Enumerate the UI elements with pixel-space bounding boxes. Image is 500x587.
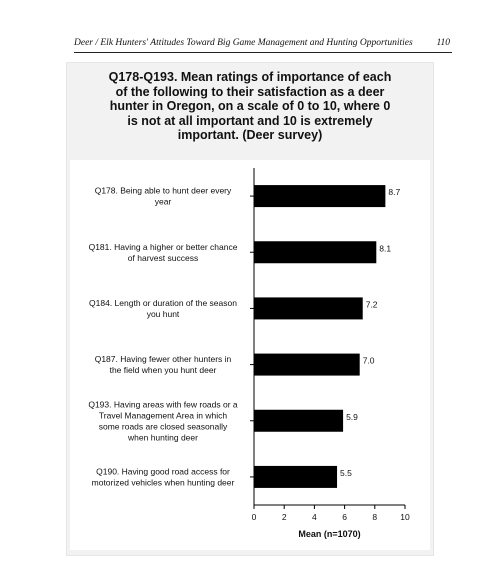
chart-title-line: hunter in Oregon, on a scale of 0 to 10, where 0 bbox=[109, 99, 391, 113]
category-label: Q184. Length or duration of the season bbox=[89, 297, 237, 308]
bar bbox=[254, 354, 360, 376]
data-label: 7.0 bbox=[362, 355, 375, 366]
data-label: 7.2 bbox=[365, 299, 378, 310]
bar bbox=[254, 410, 343, 432]
chart-title-line: important. (Deer survey) bbox=[177, 128, 323, 142]
category-label: the field when you hunt deer bbox=[109, 365, 217, 376]
data-label: 5.9 bbox=[346, 411, 358, 422]
bar bbox=[254, 241, 376, 263]
header-rule bbox=[74, 52, 452, 53]
chart-title-line: is not at all important and 10 is extremely bbox=[127, 113, 373, 128]
x-tick-label: 2 bbox=[281, 512, 287, 522]
category-label: Q193. Having areas with few roads or a bbox=[88, 399, 238, 410]
data-label: 8.1 bbox=[379, 243, 392, 254]
chart-title-line: Q178-Q193. Mean ratings of importance of each bbox=[108, 70, 392, 84]
category-label: when hunting deer bbox=[128, 432, 198, 443]
category-label: Travel Management Area in which bbox=[98, 410, 228, 421]
category-label: Q190. Having good road access for bbox=[96, 466, 230, 477]
x-tick-label: 0 bbox=[251, 512, 257, 522]
category-label: you hunt bbox=[146, 308, 180, 319]
page-number: 110 bbox=[436, 38, 450, 48]
bar bbox=[254, 297, 363, 319]
x-tick-label: 6 bbox=[342, 512, 347, 522]
category-label: Q181. Having a higher or better chance bbox=[88, 241, 238, 252]
category-label: motorized vehicles when hunting deer bbox=[91, 477, 235, 488]
data-label: 5.5 bbox=[340, 467, 352, 478]
chart-area bbox=[70, 160, 430, 550]
category-label: year bbox=[154, 196, 172, 207]
x-axis-label: Mean (n=1070) bbox=[298, 529, 361, 539]
chart-title bbox=[100, 70, 400, 143]
running-header bbox=[74, 38, 450, 48]
bar bbox=[254, 185, 385, 207]
x-tick-label: 10 bbox=[400, 512, 410, 522]
bar-chart bbox=[70, 160, 430, 550]
data-label: 8.7 bbox=[388, 187, 401, 198]
category-label: some roads are closed seasonally bbox=[98, 421, 228, 432]
category-label: of harvest success bbox=[127, 252, 199, 263]
bar bbox=[254, 466, 337, 488]
running-title: Deer / Elk Hunters' Attitudes Toward Big Game Management and Hunting Opportunities bbox=[74, 38, 413, 48]
category-label: Q178. Being able to hunt deer every bbox=[94, 185, 232, 196]
x-tick-label: 8 bbox=[372, 512, 378, 522]
chart-title-line: of the following to their satisfaction as a deer bbox=[115, 84, 385, 99]
category-label: Q187. Having fewer other hunters in bbox=[94, 354, 232, 365]
x-tick-label: 4 bbox=[312, 512, 317, 522]
